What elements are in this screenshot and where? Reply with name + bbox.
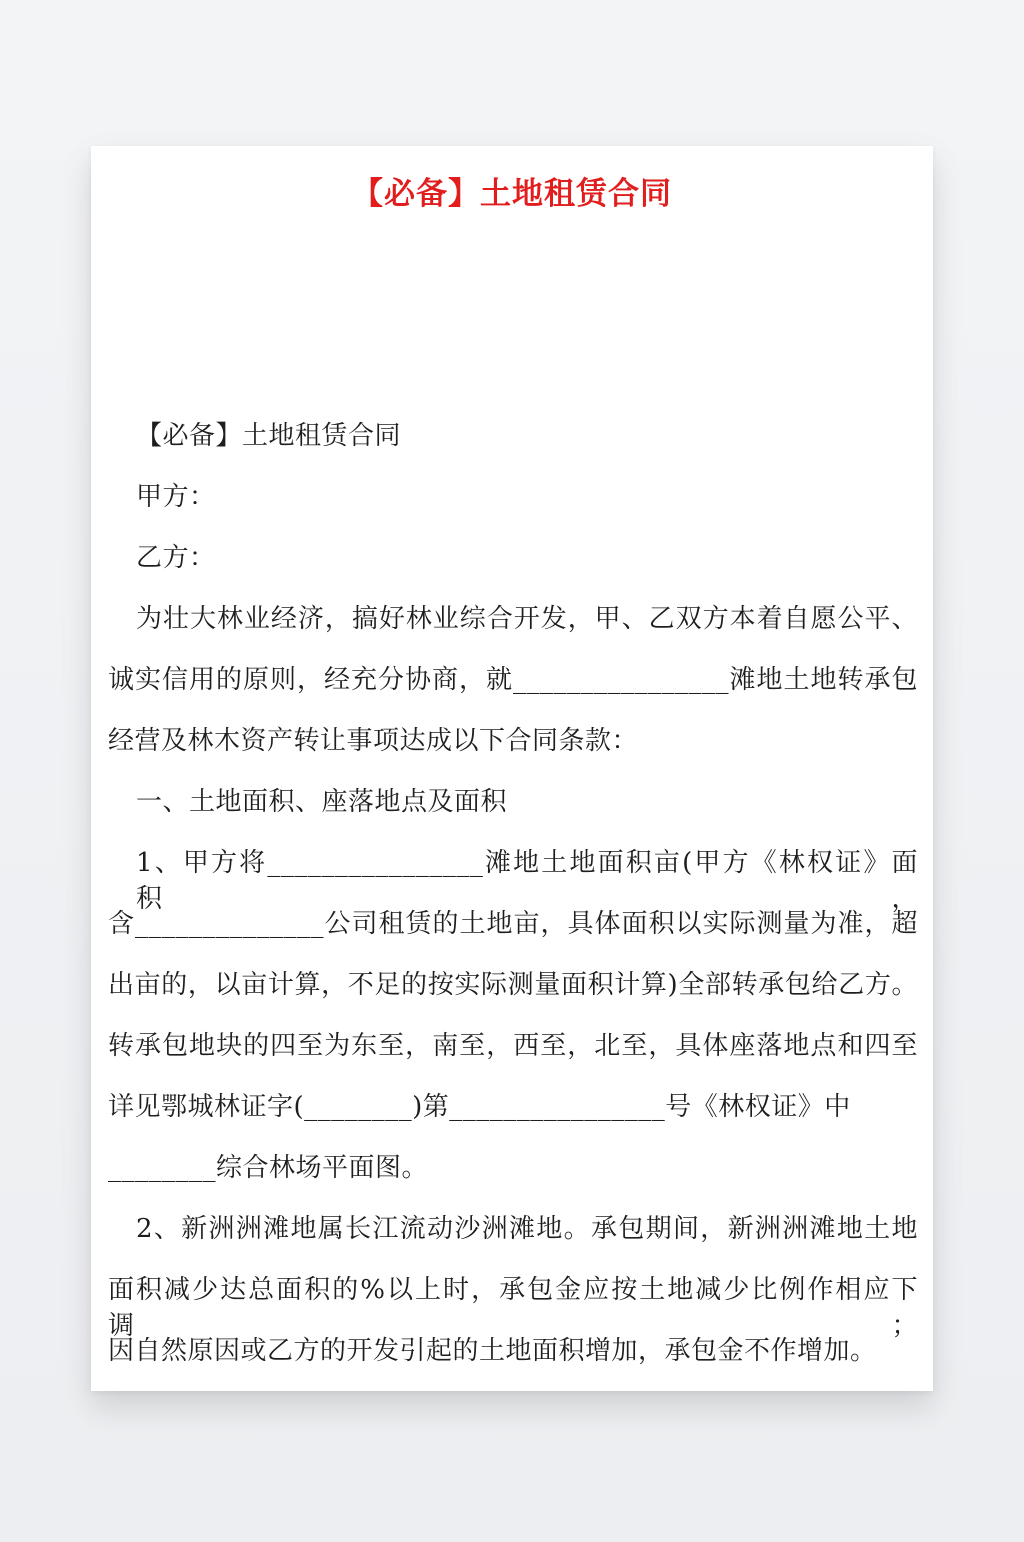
document-page [91,146,933,1391]
clause-1-line-3: 出亩的，以亩计算，不足的按实际测量面积计算)全部转承包给乙方。 [108,970,918,1000]
preamble-line-2: 诚实信用的原则，经充分协商，就________________滩地土地转承包 [108,665,918,695]
clause-1-line-4: 转承包地块的四至为东至，南至，西至，北至，具体座落地点和四至 [108,1031,918,1061]
clause-1-line-5: 详见鄂城林证字(________)第________________号《林权证》中 [108,1092,851,1122]
party-b-line: 乙方： [136,543,216,573]
document-title: 【必备】土地租赁合同 [352,176,672,212]
party-a-line: 甲方： [136,482,216,512]
preamble-line-3: 经营及林木资产转让事项达成以下合同条款： [108,726,639,756]
clause-1-line-6: ________综合林场平面图。 [108,1153,429,1183]
contract-heading: 【必备】土地租赁合同 [136,421,402,451]
clause-1-line-1: 1、甲方将________________滩地土地面积亩(甲方《林权证》面积， [136,848,918,914]
clause-2-line-1: 2、新洲洲滩地属长江流动沙洲滩地。承包期间，新洲洲滩地土地 [136,1214,918,1244]
preamble-line-1: 为壮大林业经济，搞好林业综合开发，甲、乙双方本着自愿公平、 [136,604,918,634]
clause-2-line-3: 因自然原因或乙方的开发引起的土地面积增加，承包金不作增加。 [108,1336,877,1366]
section-heading-1: 一、土地面积、座落地点及面积 [136,787,508,817]
clause-1-line-2: 含______________公司租赁的土地亩，具体面积以实际测量为准，超 [108,909,918,939]
clause-2-line-2: 面积减少达总面积的%以上时，承包金应按土地减少比例作相应下调； [108,1275,918,1341]
